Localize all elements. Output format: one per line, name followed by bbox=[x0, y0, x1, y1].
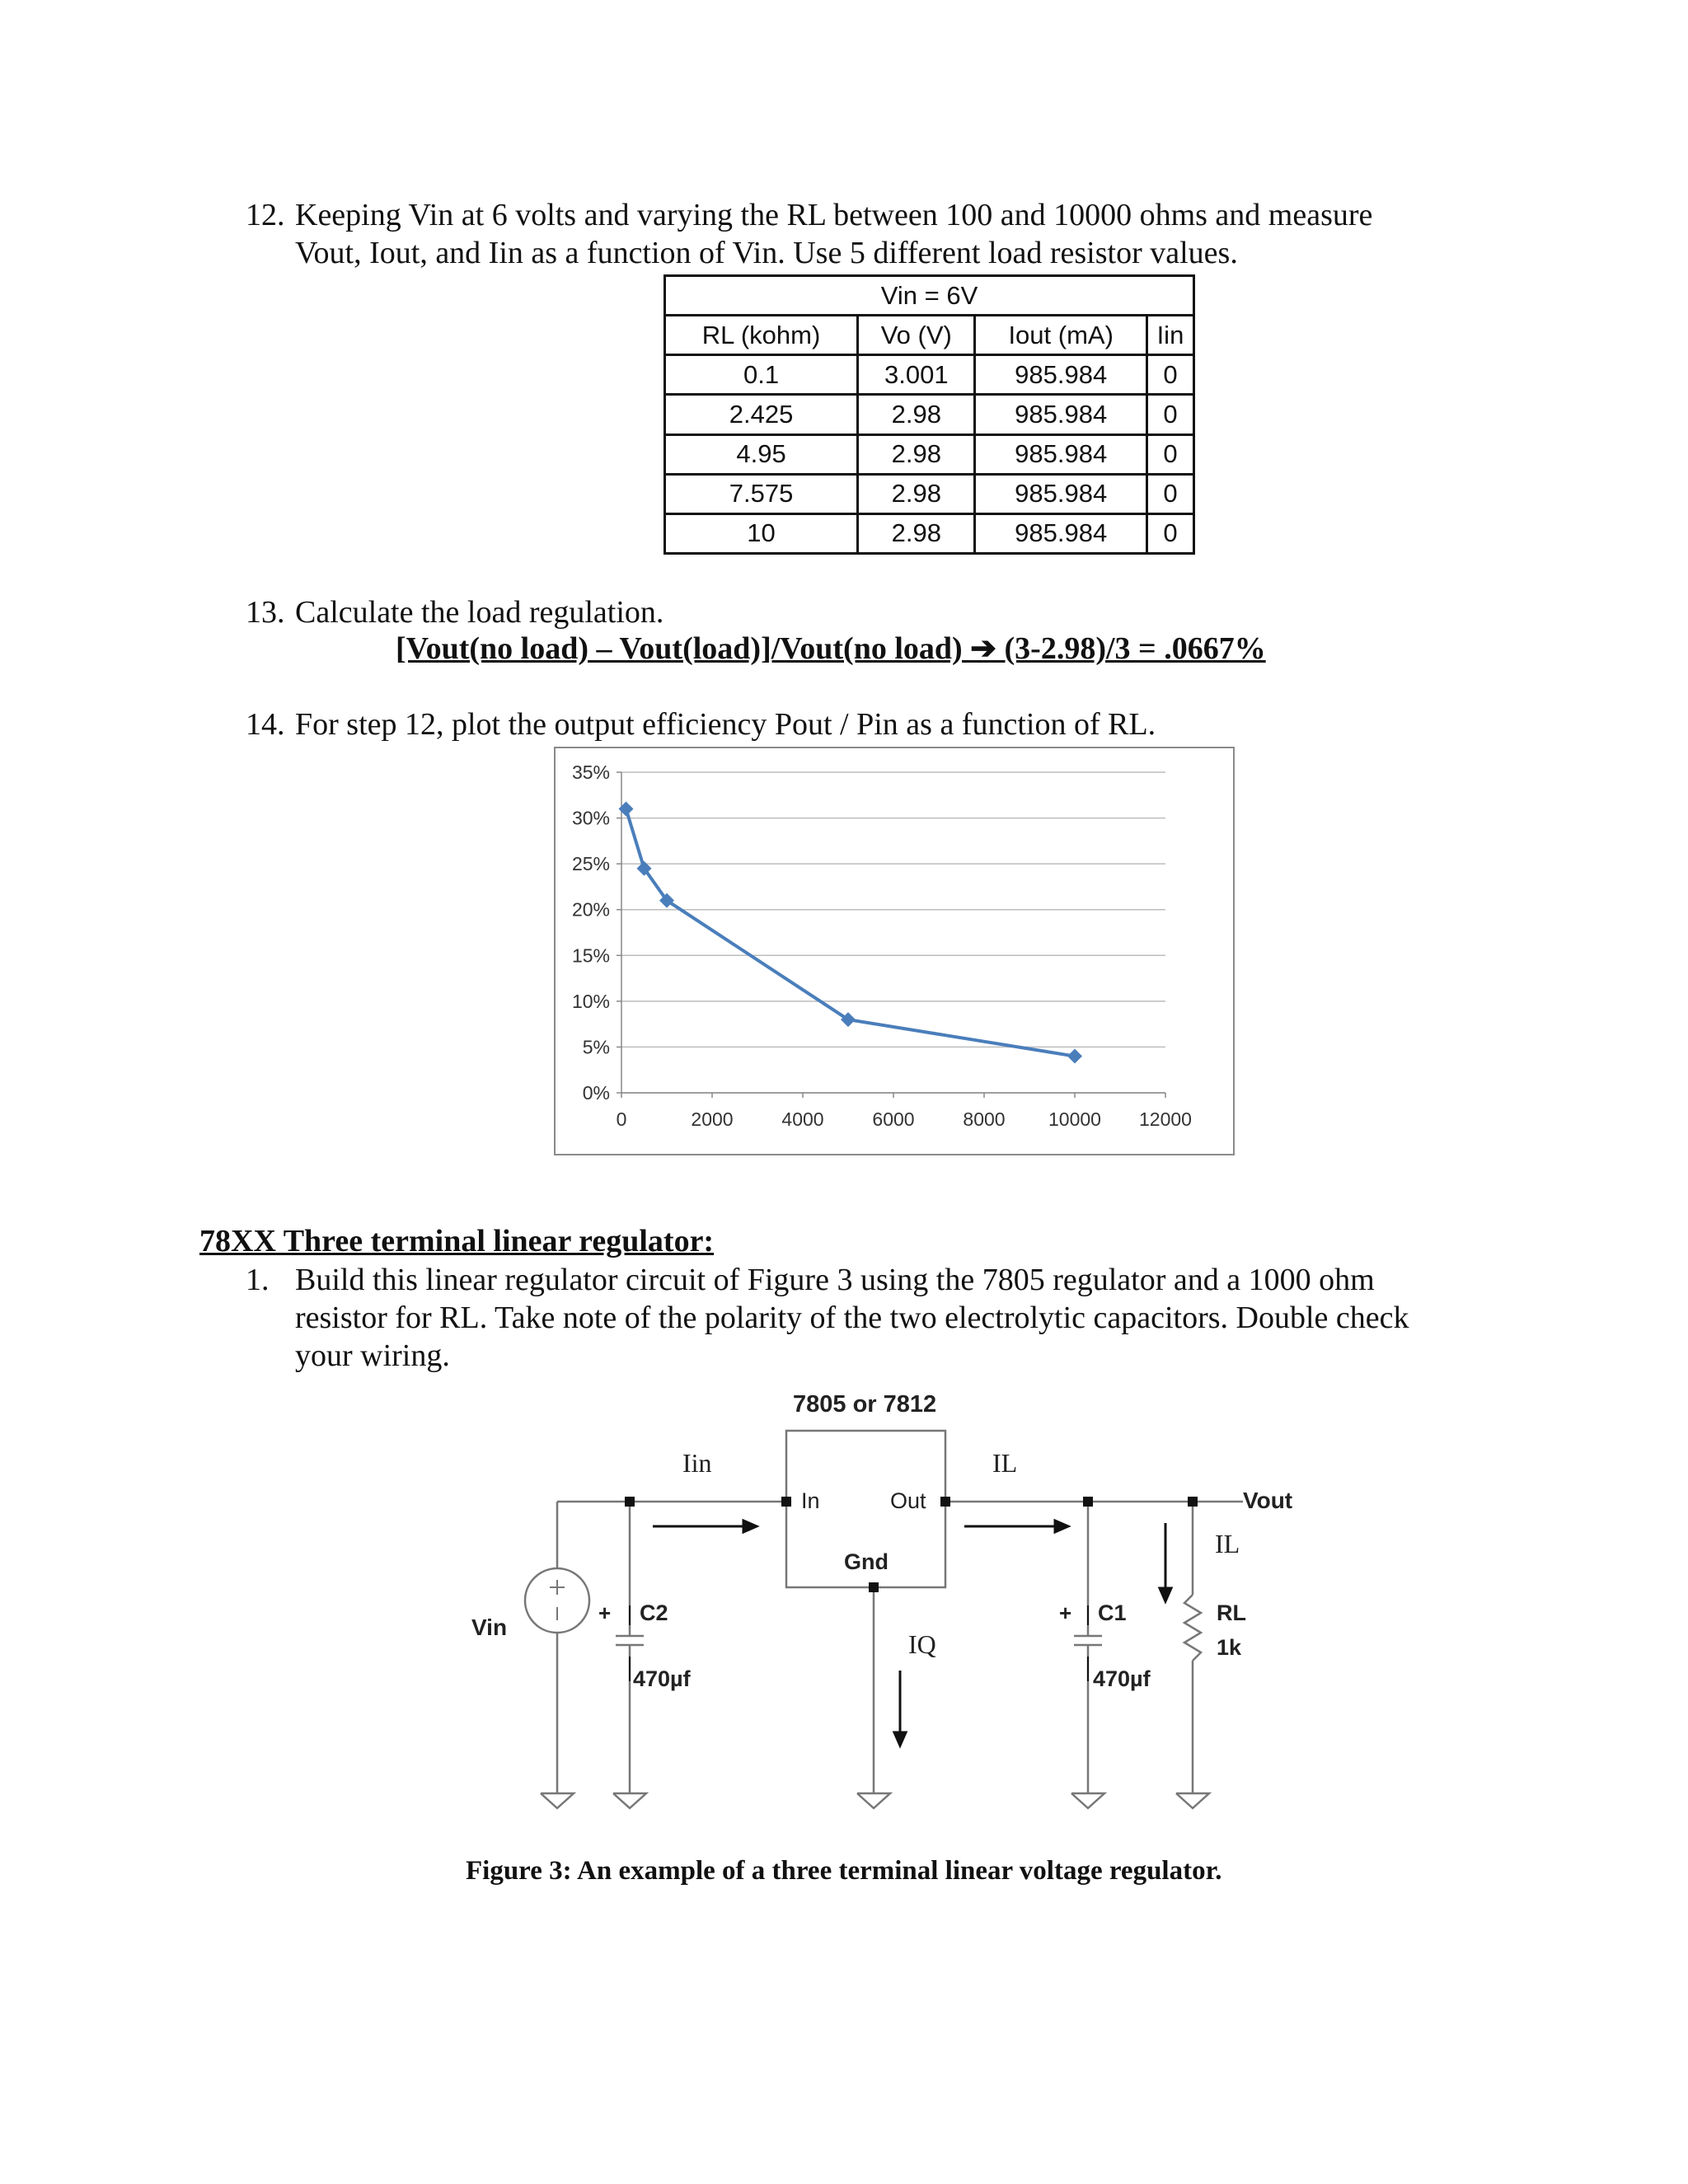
load-regulation-formula: [Vout(no load) – Vout(load)]/Vout(no load) ➔ (3-2.98)/3 = .0667% bbox=[396, 631, 1266, 666]
c1-label: C1 bbox=[1098, 1601, 1127, 1625]
c2-plus: + bbox=[598, 1601, 612, 1625]
table-cell: 0 bbox=[1146, 434, 1193, 474]
section-item-1-line2 bbox=[295, 1299, 1409, 1337]
table-cell: 2.98 bbox=[858, 434, 975, 474]
table-cell: 2.425 bbox=[665, 395, 858, 434]
section-heading: 78XX Three terminal linear regulator: bbox=[199, 1224, 715, 1258]
x-tick-label: 10000 bbox=[1048, 1108, 1101, 1130]
section-item-1 bbox=[246, 1261, 1375, 1299]
y-tick-label: 0% bbox=[582, 1082, 610, 1104]
regulator-label: 7805 or 7812 bbox=[793, 1391, 937, 1418]
y-tick-label: 20% bbox=[571, 898, 610, 921]
item-line2: resistor for RL. Take note of the polarity of the two electrolytic capacitors. Double check bbox=[295, 1301, 1409, 1335]
q14-number: 14. bbox=[246, 707, 285, 742]
table-cell: 0 bbox=[1146, 355, 1193, 395]
table-cell: 7.575 bbox=[665, 474, 858, 513]
c2-value: 470µf bbox=[633, 1666, 691, 1691]
table-cell: 985.984 bbox=[975, 513, 1146, 553]
item-line1: Build this linear regulator circuit of Figure 3 using the 7805 regulator and a 1000 ohm bbox=[295, 1263, 1375, 1297]
table-row bbox=[665, 474, 1194, 513]
y-tick-label: 10% bbox=[571, 990, 610, 1012]
vin-source-circle bbox=[525, 1568, 589, 1633]
q12-line2: Vout, Iout, and Iin as a function of Vin. Use 5 different load resistor values. bbox=[295, 236, 1238, 270]
table-cell: 4.95 bbox=[665, 434, 858, 474]
table-row bbox=[665, 513, 1194, 553]
iin-label: Iin bbox=[682, 1448, 712, 1478]
c1-value: 470µf bbox=[1093, 1666, 1151, 1691]
x-tick-label: 0 bbox=[616, 1108, 627, 1130]
vin-label: Vin bbox=[471, 1615, 508, 1640]
table-cell: 0.1 bbox=[665, 355, 858, 395]
ground-icon bbox=[857, 1793, 890, 1808]
pin-gnd-label: Gnd bbox=[844, 1549, 889, 1574]
x-tick-label: 2000 bbox=[691, 1108, 734, 1130]
pin-in-label: In bbox=[801, 1488, 820, 1513]
table-cell: 10 bbox=[665, 513, 858, 553]
table-cell: 2.98 bbox=[858, 474, 975, 513]
table-title: Vin = 6V bbox=[665, 276, 1194, 316]
q14-text: For step 12, plot the output efficiency Pout / Pin as a function of RL. bbox=[295, 707, 1156, 742]
table-cell: 985.984 bbox=[975, 434, 1146, 474]
x-tick-label: 12000 bbox=[1139, 1108, 1192, 1130]
q13-paragraph bbox=[246, 593, 663, 631]
table-cell: 985.984 bbox=[975, 474, 1146, 513]
ground-icon bbox=[1071, 1793, 1104, 1808]
table-cell: 2.98 bbox=[858, 395, 975, 434]
y-tick-label: 30% bbox=[571, 807, 610, 829]
table-header: Vo (V) bbox=[858, 316, 975, 355]
table-cell: 3.001 bbox=[858, 355, 975, 395]
q13-text: Calculate the load regulation. bbox=[295, 595, 664, 630]
table-cell: 2.98 bbox=[858, 513, 975, 553]
y-tick-label: 5% bbox=[582, 1036, 610, 1058]
table-row bbox=[665, 434, 1194, 474]
item-number: 1. bbox=[246, 1263, 270, 1297]
table-cell: 985.984 bbox=[975, 355, 1146, 395]
q12-line2-block bbox=[295, 234, 1238, 272]
q12-paragraph bbox=[246, 196, 1372, 234]
y-tick-label: 15% bbox=[571, 944, 610, 967]
il-label: IL bbox=[992, 1448, 1018, 1478]
y-tick-label: 25% bbox=[571, 853, 610, 875]
c2-label: C2 bbox=[640, 1601, 668, 1625]
iq-label: IQ bbox=[908, 1629, 936, 1659]
table-cell: 0 bbox=[1146, 474, 1193, 513]
table-header: Iout (mA) bbox=[975, 316, 1146, 355]
ground-icon bbox=[1176, 1793, 1209, 1808]
ground-icon bbox=[541, 1793, 574, 1808]
x-tick-label: 4000 bbox=[781, 1108, 824, 1130]
ground-icon bbox=[613, 1793, 646, 1808]
q13-number: 13. bbox=[246, 595, 285, 630]
table-header-row bbox=[665, 316, 1194, 355]
x-tick-label: 8000 bbox=[963, 1108, 1006, 1130]
table-row bbox=[665, 355, 1194, 395]
rl-label: RL bbox=[1217, 1601, 1246, 1625]
efficiency-chart bbox=[556, 748, 1233, 1154]
table-header: RL (kohm) bbox=[665, 316, 858, 355]
q12-line1: Keeping Vin at 6 volts and varying the RL between 100 and 10000 ohms and measure bbox=[295, 198, 1373, 232]
q12-number: 12. bbox=[246, 198, 285, 232]
y-tick-label: 35% bbox=[571, 762, 610, 783]
pin-out-label: Out bbox=[890, 1488, 926, 1513]
figure-caption: Figure 3: An example of a three terminal linear voltage regulator. bbox=[466, 1856, 1222, 1886]
data-point bbox=[619, 801, 634, 816]
vout-label: Vout bbox=[1243, 1488, 1293, 1513]
table-cell: 985.984 bbox=[975, 395, 1146, 434]
measurement-table bbox=[663, 274, 1195, 555]
table-cell: 0 bbox=[1146, 395, 1193, 434]
table-header: Iin bbox=[1146, 316, 1193, 355]
c1-plus: + bbox=[1059, 1601, 1072, 1625]
section-item-1-line3 bbox=[295, 1337, 450, 1375]
data-point bbox=[1067, 1049, 1082, 1064]
x-tick-label: 6000 bbox=[872, 1108, 915, 1130]
il-label-2: IL bbox=[1215, 1529, 1240, 1558]
efficiency-chart-frame bbox=[554, 747, 1235, 1155]
rl-value: 1k bbox=[1217, 1635, 1242, 1660]
table-row bbox=[665, 395, 1194, 434]
q14-paragraph bbox=[246, 705, 1156, 743]
regulator-circuit-diagram bbox=[445, 1368, 1335, 1830]
rl-resistor-zigzag bbox=[1184, 1595, 1201, 1661]
item-line3: your wiring. bbox=[295, 1338, 450, 1373]
table-cell: 0 bbox=[1146, 513, 1193, 553]
